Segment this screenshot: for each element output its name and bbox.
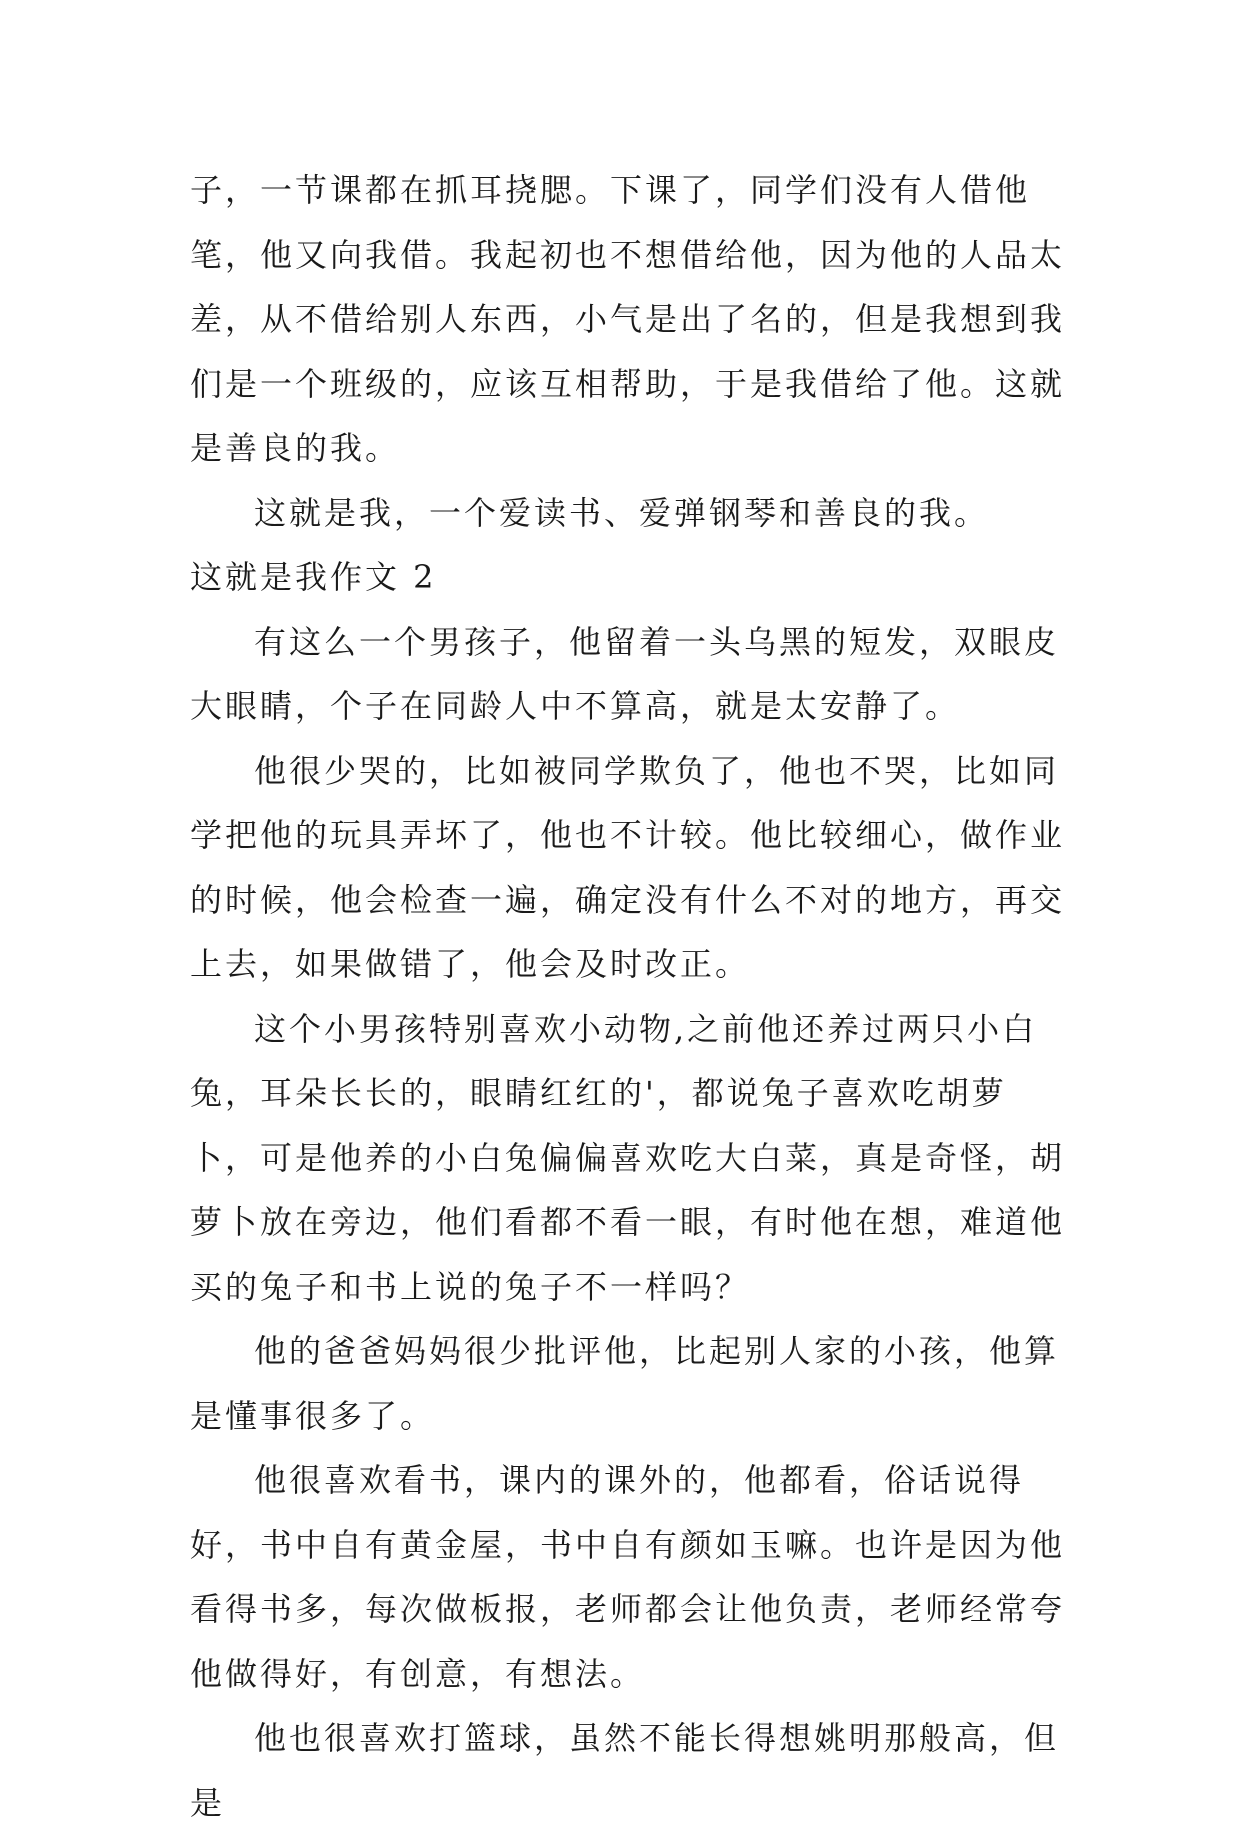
paragraph: 他也很喜欢打篮球，虽然不能长得想姚明那般高，但是 (190, 1719, 1060, 1822)
paragraph: 他的爸爸妈妈很少批评他，比起别人家的小孩，他算是懂事很多了。 (190, 1332, 1060, 1435)
paragraph: 他很喜欢看书，课内的课外的，他都看，俗话说得好，书中自有黄金屋，书中自有颜如玉嘛。也许是因为他看得书多，每次做板报，老师都会让他负责，老师经常夸他做得好，有创意，有想法。 (190, 1461, 1066, 1693)
section-heading: 这就是我作文 2 (190, 558, 437, 596)
paragraph: 这个小男孩特别喜欢小动物,之前他还养过两只小白兔，耳朵长长的，眼睛红红的'，都说兔子喜欢吃胡萝卜，可是他养的小白兔偏偏喜欢吃大白菜，真是奇怪，胡萝卜放在旁边，他们看都不看一眼，有时他在想，难道他买的兔子和书上说的兔子不一样吗？ (190, 1009, 1066, 1306)
paragraph: 这就是我，一个爱读书、爱弹钢琴和善良的我。 (254, 493, 990, 532)
paragraph: 有这么一个男孩子，他留着一头乌黑的短发，双眼皮大眼睛，个子在同龄人中不算高，就是太安静了。 (190, 622, 1060, 725)
document-body (190, 158, 1070, 1835)
paragraph: 他很少哭的，比如被同学欺负了，他也不哭，比如同学把他的玩具弄坏了，他也不计较。他比较细心，做作业的时候，他会检查一遍，确定没有什么不对的地方，再交上去，如果做错了，他会及时改正。 (190, 751, 1066, 983)
paragraph-continued: 子，一节课都在抓耳挠腮。下课了，同学们没有人借他笔，他又向我借。我起初也不想借给他，因为他的人品太差，从不借给别人东西，小气是出了名的，但是我想到我们是一个班级的，应该互相帮助，于是我借给了他。这就是善良的我。 (190, 171, 1066, 467)
